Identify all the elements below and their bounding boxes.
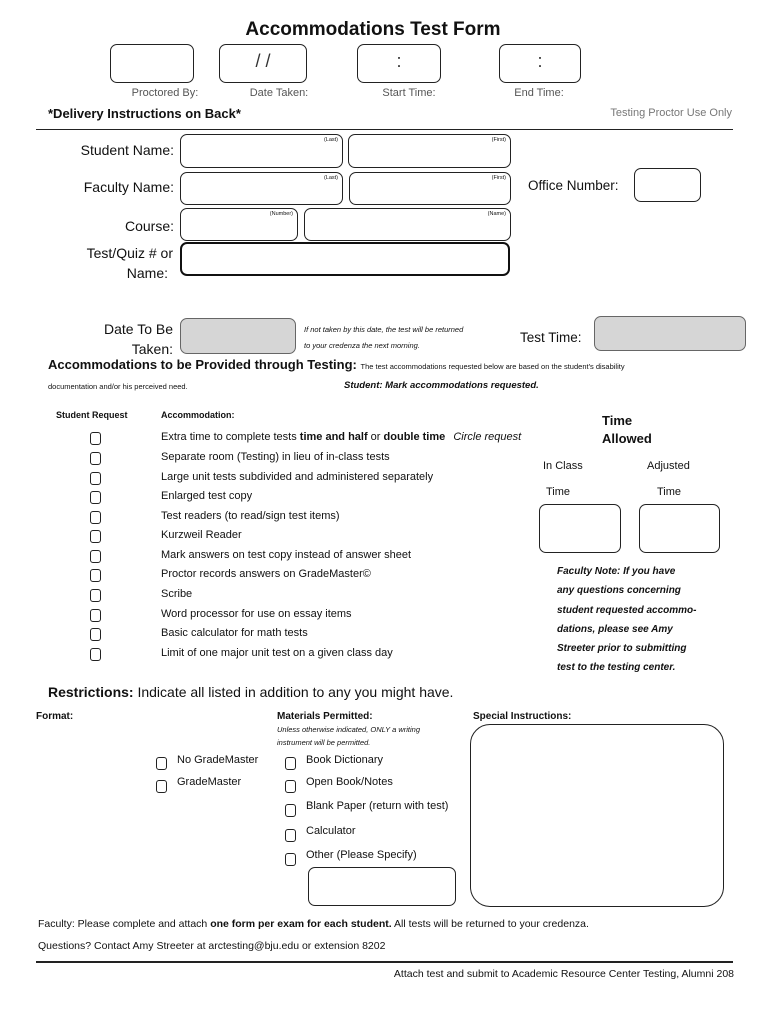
faculty-note-line: any questions concerning xyxy=(557,585,681,597)
faculty-instructions-bold: one form per exam for each student. xyxy=(210,918,392,930)
accommodation-checkbox[interactable] xyxy=(90,648,101,661)
materials-note-1: Unless otherwise indicated, ONLY a writing xyxy=(277,725,420,734)
format-label: Format: xyxy=(36,711,74,722)
questions-contact: Questions? Contact Amy Streeter at arctesting@bju.edu or extension 8202 xyxy=(38,940,386,952)
faculty-note-line: Streeter prior to submitting xyxy=(557,643,687,655)
accommodation-item: Basic calculator for math tests xyxy=(161,627,308,639)
accommodation-checkbox[interactable] xyxy=(90,530,101,543)
calculator-checkbox[interactable] xyxy=(285,829,296,842)
extra-time-text: Extra time to complete tests xyxy=(161,431,300,443)
grademaster-checkbox[interactable] xyxy=(156,780,167,793)
accommodation-checkbox[interactable] xyxy=(90,628,101,641)
page-title: Accommodations Test Form xyxy=(245,19,501,40)
student-last-name-field[interactable] xyxy=(180,134,343,168)
first-hint: (First) xyxy=(491,137,506,143)
taken-label: Taken: xyxy=(131,341,173,357)
book-dictionary-checkbox[interactable] xyxy=(285,757,296,770)
in-class-time-field[interactable] xyxy=(539,504,621,553)
test-time-label: Test Time: xyxy=(520,330,582,345)
other-specify-field[interactable] xyxy=(308,867,456,906)
accommodations-heading: Accommodations to be Provided through Testing: xyxy=(48,357,357,372)
faculty-name-label: Faculty Name: xyxy=(83,179,174,195)
footer-divider xyxy=(36,961,733,963)
accommodation-checkbox[interactable] xyxy=(90,589,101,602)
start-time-label: Start Time: xyxy=(382,87,436,99)
accommodation-checkbox[interactable] xyxy=(90,452,101,465)
blank-paper-label: Blank Paper (return with test) xyxy=(306,800,449,812)
time-allowed-title: Time xyxy=(602,413,633,428)
faculty-first-name-field[interactable] xyxy=(349,172,511,205)
delivery-instructions: *Delivery Instructions on Back* xyxy=(48,106,241,121)
accommodation-item: Word processor for use on essay items xyxy=(161,608,352,620)
circle-request-note: Circle request xyxy=(453,431,522,443)
faculty-last-name-field[interactable] xyxy=(180,172,343,205)
double-time-option[interactable]: double time xyxy=(383,431,446,443)
other-label: Other (Please Specify) xyxy=(306,849,417,861)
proctor-only-note: Testing Proctor Use Only xyxy=(610,107,732,119)
accommodation-item: Kurzweil Reader xyxy=(161,529,242,541)
faculty-instructions xyxy=(38,918,589,930)
header-divider xyxy=(36,129,733,130)
office-number-field[interactable] xyxy=(634,168,701,202)
name-hint: (Name) xyxy=(487,211,506,217)
blank-paper-checkbox[interactable] xyxy=(285,804,296,817)
accommodations-heading-line xyxy=(48,357,625,372)
in-class-label: In Class xyxy=(543,460,583,472)
restrictions-instruction: Indicate all listed in addition to any you might have. xyxy=(133,684,454,700)
student-first-name-field[interactable] xyxy=(348,134,511,168)
submit-instructions: Attach test and submit to Academic Resource Center Testing, Alumni 208 xyxy=(393,968,734,980)
special-instructions-field[interactable] xyxy=(470,724,724,907)
office-number-label: Office Number: xyxy=(528,178,619,193)
faculty-instructions-pre: Faculty: Please complete and attach xyxy=(38,918,211,930)
student-request-header: Student Request xyxy=(56,410,128,420)
date-separator: / / xyxy=(255,51,271,71)
course-number-field[interactable] xyxy=(180,208,298,241)
accommodation-checkbox[interactable] xyxy=(90,550,101,563)
accommodation-item: Large unit tests subdivided and administered separately xyxy=(161,471,434,483)
adjusted-time-label: Time xyxy=(657,486,682,498)
not-taken-note-2: to your credenza the next morning. xyxy=(304,341,420,350)
extra-time-item xyxy=(161,430,521,444)
accommodation-checkbox[interactable] xyxy=(90,569,101,582)
test-quiz-field[interactable] xyxy=(180,242,510,276)
date-to-be-taken-field[interactable] xyxy=(180,318,296,354)
restrictions-line xyxy=(48,684,453,700)
open-book-label: Open Book/Notes xyxy=(306,776,393,788)
adjusted-time-field[interactable] xyxy=(639,504,720,553)
not-taken-note-1: If not taken by this date, the test will be returned xyxy=(304,325,464,334)
faculty-note-line: Faculty Note: If you have xyxy=(557,566,676,577)
accommodation-item: Mark answers on test copy instead of answer sheet xyxy=(161,549,412,561)
accommodation-header: Accommodation: xyxy=(161,410,235,420)
date-taken-label: Date Taken: xyxy=(249,87,309,99)
book-dictionary-label: Book Dictionary xyxy=(306,754,384,766)
end-time-separator: : xyxy=(537,51,543,71)
materials-note-2: instrument will be permitted. xyxy=(277,738,371,747)
other-checkbox[interactable] xyxy=(285,853,296,866)
test-quiz-label-2: Name: xyxy=(126,265,168,281)
date-taken-field[interactable] xyxy=(219,44,307,83)
no-grademaster-checkbox[interactable] xyxy=(156,757,167,770)
accommodation-item: Proctor records answers on GradeMaster© xyxy=(161,568,371,580)
start-time-field[interactable] xyxy=(357,44,441,83)
restrictions-heading: Restrictions: xyxy=(48,684,134,700)
test-time-field[interactable] xyxy=(594,316,746,351)
accommodation-item: Scribe xyxy=(161,588,193,600)
in-class-time-label: Time xyxy=(546,486,571,498)
accommodation-checkbox[interactable] xyxy=(90,491,101,504)
faculty-note xyxy=(557,562,696,678)
materials-permitted-label: Materials Permitted: xyxy=(277,711,373,722)
start-time-separator: : xyxy=(396,51,402,71)
accommodation-checkbox[interactable] xyxy=(90,609,101,622)
accommodation-checkbox[interactable] xyxy=(90,511,101,524)
test-quiz-label: Test/Quiz # or xyxy=(86,245,173,261)
course-name-field[interactable] xyxy=(304,208,511,241)
or-text: or xyxy=(367,431,384,443)
grademaster-label: GradeMaster xyxy=(177,776,242,788)
no-grademaster-label: No GradeMaster xyxy=(177,754,259,766)
last-hint: (Last) xyxy=(323,175,338,181)
faculty-note-line: student requested accommo- xyxy=(557,604,697,616)
faculty-note-line: test to the testing center. xyxy=(557,662,676,674)
student-name-label: Student Name: xyxy=(80,142,174,158)
open-book-checkbox[interactable] xyxy=(285,780,296,793)
date-to-be-label: Date To Be xyxy=(103,321,173,337)
number-hint: (Number) xyxy=(269,211,293,217)
proctored-by-field[interactable] xyxy=(110,44,194,83)
accommodation-item: Test readers (to read/sign test items) xyxy=(161,510,340,522)
faculty-instructions-post: All tests will be returned to your credenza. xyxy=(391,918,589,930)
adjusted-label: Adjusted xyxy=(647,460,690,472)
accommodation-item: Limit of one major unit test on a given class day xyxy=(161,647,393,659)
faculty-note-line: dations, please see Amy xyxy=(557,623,673,635)
end-time-label: End Time: xyxy=(514,87,564,99)
accommodation-item: Separate room (Testing) in lieu of in-class tests xyxy=(161,451,390,463)
accommodation-checkbox[interactable] xyxy=(90,472,101,485)
calculator-label: Calculator xyxy=(306,825,356,837)
accommodation-item: Enlarged test copy xyxy=(161,490,253,502)
last-hint: (Last) xyxy=(323,137,338,143)
time-and-half-option[interactable]: time and half xyxy=(299,431,368,443)
course-label: Course: xyxy=(124,218,174,234)
accommodations-desc-2: documentation and/or his perceived need. xyxy=(48,382,188,391)
special-instructions-label: Special Instructions: xyxy=(473,711,572,722)
end-time-field[interactable] xyxy=(499,44,581,83)
proctored-by-label: Proctored By: xyxy=(131,87,199,99)
extra-time-checkbox[interactable] xyxy=(90,432,101,445)
time-allowed-title-2: Allowed xyxy=(602,431,652,446)
student-mark-instruction: Student: Mark accommodations requested. xyxy=(344,380,539,391)
accommodations-desc-1: The test accommodations requested below are based on the student's disability xyxy=(360,362,625,371)
first-hint: (First) xyxy=(491,175,506,181)
